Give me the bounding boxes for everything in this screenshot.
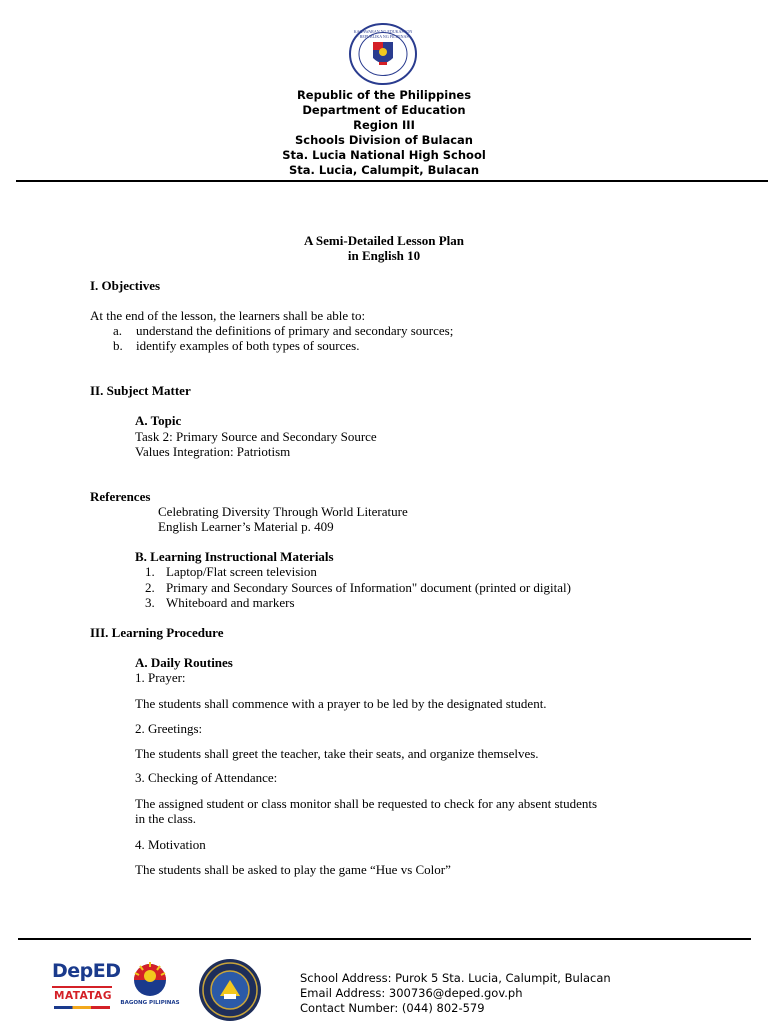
seal-lettering: KAGAWARAN NG EDUKASYON · REPUBLIKA NG PILIPINAS (353, 29, 413, 39)
prayer-label: 1. Prayer: (135, 670, 186, 685)
topic-line-values: Values Integration: Patriotism (135, 444, 291, 459)
matatag-logo-text: MATATAG (54, 990, 113, 1002)
topic-line-task: Task 2: Primary Source and Secondary Source (135, 429, 377, 444)
header-divider (16, 180, 768, 182)
motivation-text: The students shall be asked to play the game “Hue vs Color” (135, 862, 451, 877)
motivation-label: 4. Motivation (135, 837, 206, 852)
objective-marker-a: a. (113, 323, 123, 338)
reference-item: English Learner’s Material p. 409 (158, 519, 334, 534)
header-region: Region III (353, 118, 415, 132)
daily-routines-heading: A. Daily Routines (135, 655, 233, 670)
topic-heading: A. Topic (135, 413, 182, 428)
references-heading: References (90, 489, 151, 504)
objectives-heading: I. Objectives (90, 278, 161, 293)
school-seal-icon (194, 958, 266, 1022)
greetings-label: 2. Greetings: (135, 721, 203, 736)
lesson-plan-title: A Semi-Detailed Lesson Plan (304, 233, 464, 248)
objective-item-b: identify examples of both types of sources. (136, 338, 360, 353)
material-marker: 2. (145, 580, 155, 595)
objective-marker-b: b. (113, 338, 123, 353)
procedure-heading: III. Learning Procedure (90, 625, 224, 640)
objective-item-a: understand the definitions of primary and secondary sources; (136, 323, 454, 338)
reference-item: Celebrating Diversity Through World Literature (158, 504, 408, 519)
sun-icon (118, 958, 182, 1000)
footer-divider (18, 938, 751, 940)
bagong-pilipinas-text: BAGONG PILIPINAS (120, 1000, 180, 1006)
attendance-text-cont: in the class. (135, 811, 197, 826)
attendance-label: 3. Checking of Attendance: (135, 770, 278, 785)
header-school: Sta. Lucia National High School (282, 148, 486, 162)
material-item: Whiteboard and markers (166, 595, 295, 610)
lesson-plan-subtitle: in English 10 (347, 248, 421, 263)
material-marker: 3. (145, 595, 155, 610)
material-item: Laptop/Flat screen television (166, 564, 317, 579)
footer-school-address: School Address: Purok 5 Sta. Lucia, Calumpit, Bulacan (300, 971, 611, 985)
header-department: Department of Education (302, 103, 466, 117)
deped-matatag-logo (50, 958, 121, 1014)
materials-heading: B. Learning Instructional Materials (135, 549, 334, 564)
bagong-pilipinas-logo (118, 958, 182, 1010)
footer-contact: Contact Number: (044) 802-579 (300, 1001, 485, 1015)
footer-email: Email Address: 300736@deped.gov.ph (300, 986, 523, 1000)
attendance-text: The assigned student or class monitor shall be requested to check for any absent students (135, 796, 598, 811)
material-marker: 1. (145, 564, 155, 579)
prayer-text: The students shall commence with a prayer to be led by the designated student. (135, 696, 547, 711)
material-item: Primary and Secondary Sources of Information" document (printed or digital) (166, 580, 571, 595)
objectives-intro: At the end of the lesson, the learners shall be able to: (90, 308, 366, 323)
greetings-text: The students shall greet the teacher, take their seats, and organize themselves. (135, 746, 539, 761)
subject-matter-heading: II. Subject Matter (90, 383, 191, 398)
header-division: Schools Division of Bulacan (294, 133, 473, 147)
header-address: Sta. Lucia, Calumpit, Bulacan (288, 163, 480, 177)
header-republic: Republic of the Philippines (296, 88, 472, 102)
deped-logo-text: DepED (52, 960, 121, 982)
